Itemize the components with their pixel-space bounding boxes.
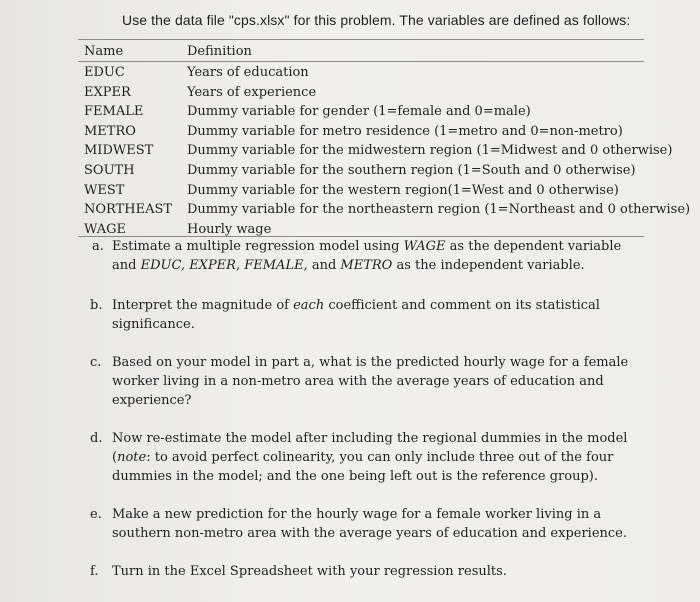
- table-row: [84, 102, 644, 122]
- variable-name: MIDWEST: [84, 143, 154, 159]
- question-f: [90, 562, 635, 581]
- text-run: Interpret the magnitude of: [112, 298, 294, 313]
- variable-definition: Dummy variable for the western region(1=West and 0 otherwise): [187, 182, 619, 198]
- table-top-rule: [78, 39, 644, 40]
- variable-definition: Years of education: [187, 65, 309, 80]
- variable-name: SOUTH: [84, 162, 135, 178]
- question-label: a.: [92, 239, 104, 254]
- emphasis-text: METRO: [340, 258, 393, 273]
- question-c: [90, 353, 635, 410]
- definition-column-header: Definition: [187, 44, 252, 59]
- table-row: [84, 161, 644, 181]
- name-column-header: Name: [84, 44, 124, 59]
- variable-definition: Hourly wage: [187, 221, 272, 237]
- question-b: [90, 296, 635, 334]
- table-row: [84, 200, 691, 220]
- text-run: coefficient and comment on its statistical significance.: [112, 298, 600, 332]
- table-row: [84, 141, 673, 161]
- question-a: [92, 237, 635, 275]
- variable-definition: Dummy variable for the southern region (1=South and 0 otherwise): [187, 162, 636, 178]
- variable-name: METRO: [84, 123, 136, 139]
- variable-definition: Dummy variable for the midwestern region (1=Midwest and 0 otherwise): [187, 143, 673, 159]
- text-run: Estimate a multiple regression model using: [112, 239, 404, 254]
- question-label: d.: [90, 431, 103, 446]
- text-run: as the dependent variable and: [112, 239, 622, 273]
- question-label: c.: [90, 355, 102, 370]
- variable-name: FEMALE: [84, 104, 144, 120]
- question-d: [90, 429, 635, 486]
- variable-name: WAGE: [84, 221, 126, 237]
- emphasis-text: WAGE: [403, 239, 446, 254]
- variable-name: EXPER: [84, 84, 131, 100]
- variable-name: EDUC: [84, 65, 125, 80]
- text-run: as the independent variable.: [392, 258, 585, 273]
- table-row: [84, 122, 644, 142]
- question-text: Make a new prediction for the hourly wage for a female worker living in a southern non-metro area with the average years of education and experience.: [112, 507, 628, 541]
- question-label: f.: [90, 564, 99, 579]
- variable-name: WEST: [84, 182, 125, 198]
- text-run: and: [307, 258, 341, 273]
- emphasis-text: EDUC, EXPER, FEMALE,: [140, 258, 308, 273]
- variable-definition: Dummy variable for metro residence (1=metro and 0=non-metro): [187, 123, 623, 139]
- table-header-row: [84, 42, 644, 61]
- question-label: e.: [90, 507, 102, 522]
- emphasis-text: note: [117, 450, 147, 465]
- question-label: b.: [90, 298, 103, 313]
- problem-intro: Use the data file "cps.xlsx" for this problem. The variables are defined as follows:: [122, 12, 631, 28]
- variable-table: [84, 42, 691, 239]
- question-text: [112, 296, 635, 334]
- emphasis-text: each: [293, 298, 325, 313]
- question-text: [112, 237, 635, 275]
- table-row: [84, 63, 644, 83]
- question-text: Based on your model in part a, what is the predicted hourly wage for a female worker living in a non-metro area with the average years of education and experience?: [112, 355, 629, 408]
- question-list: [90, 237, 635, 581]
- question-text: Turn in the Excel Spreadsheet with your regression results.: [112, 564, 507, 579]
- question-text: [112, 429, 635, 486]
- variable-definition: Dummy variable for the northeastern region (1=Northeast and 0 otherwise): [187, 202, 691, 218]
- variable-name: NORTHEAST: [84, 202, 173, 218]
- question-e: [90, 505, 635, 543]
- variable-definition: Years of experience: [187, 84, 317, 100]
- table-row: [84, 181, 644, 201]
- table-row: [84, 83, 644, 103]
- text-run: Now re-estimate the model after including the regional dummies in the model (: [112, 431, 628, 465]
- variable-definition: Dummy variable for gender (1=female and 0=male): [187, 104, 531, 120]
- text-run: : to avoid perfect colinearity, you can only include three out of the four dummies in the model; and the one being left out is the reference group).: [112, 450, 614, 484]
